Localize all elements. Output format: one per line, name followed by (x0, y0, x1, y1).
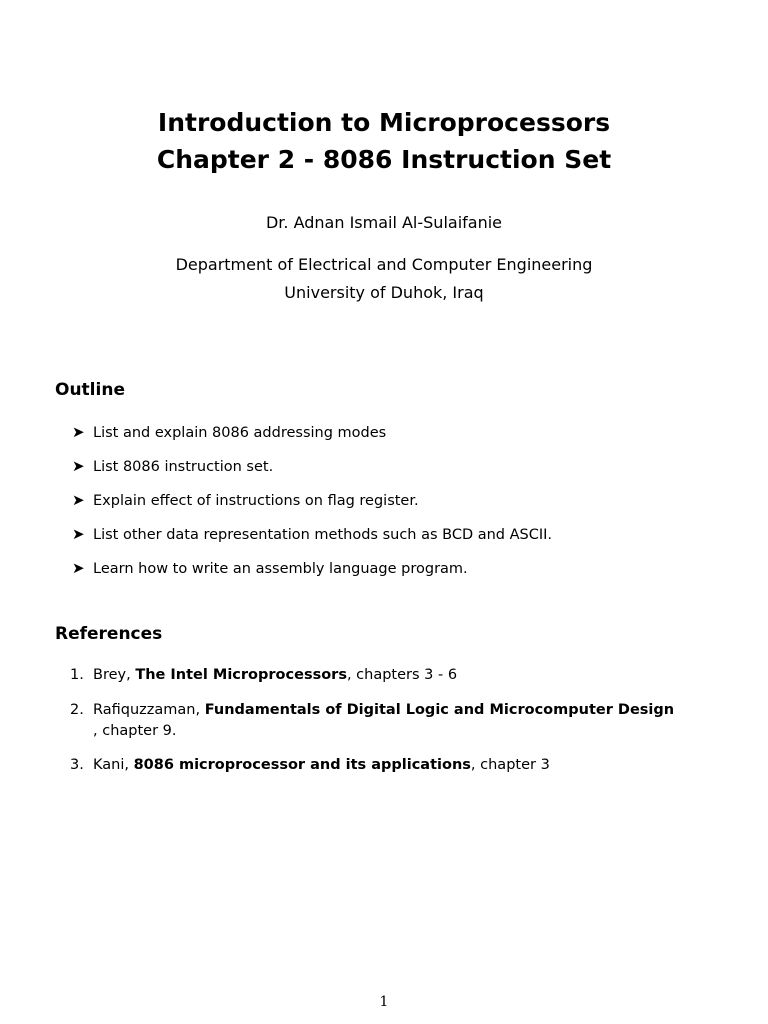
reference-item (70, 665, 674, 700)
title-line-2: Chapter 2 - 8086 Instruction Set (156, 145, 612, 174)
reference-detail: , chapter 9. (93, 723, 177, 739)
arrow-bullet-icon: ➤ (72, 423, 85, 441)
outline-item-text: List other data representation methods such as BCD and ASCII. (93, 527, 553, 543)
arrow-bullet-icon: ➤ (72, 525, 85, 543)
reference-title: 8086 microprocessor and its applications (133, 757, 471, 773)
reference-author: Kani, (93, 757, 134, 773)
reference-detail: , chapter 3 (470, 757, 550, 773)
outline-item-text: List 8086 instruction set. (93, 459, 274, 475)
reference-number: 1. (70, 667, 84, 683)
reference-detail: , chapters 3 - 6 (346, 667, 458, 683)
outline-item (72, 456, 552, 490)
outline-heading: Outline (55, 380, 125, 400)
outline-item (72, 524, 552, 558)
references-list (70, 665, 674, 776)
title-line-1: Introduction to Microprocessors (157, 108, 611, 137)
author-name: Dr. Adnan Ismail Al-Sulaifanie (265, 213, 503, 232)
reference-item (70, 755, 674, 776)
outline-item (72, 558, 552, 592)
university-name: University of Duhok, Iraq (284, 283, 484, 302)
page-number: 1 (379, 994, 389, 1010)
outline-item (72, 422, 552, 456)
reference-number: 3. (70, 757, 84, 773)
arrow-bullet-icon: ➤ (72, 457, 85, 475)
outline-item-text: List and explain 8086 addressing modes (93, 425, 387, 441)
outline-list (72, 422, 552, 592)
outline-item-text: Explain effect of instructions on flag register. (93, 493, 419, 509)
arrow-bullet-icon: ➤ (72, 559, 85, 577)
department-name: Department of Electrical and Computer Engineering (175, 255, 593, 274)
reference-title: Fundamentals of Digital Logic and Microcomputer Design (204, 702, 675, 718)
references-heading: References (55, 624, 163, 644)
reference-item (70, 700, 674, 755)
outline-item-text: Learn how to write an assembly language program. (93, 561, 468, 577)
arrow-bullet-icon: ➤ (72, 491, 85, 509)
outline-item (72, 490, 552, 524)
reference-title: The Intel Microprocessors (135, 667, 347, 683)
reference-author: Rafiquzzaman, (93, 702, 205, 718)
reference-number: 2. (70, 702, 84, 718)
reference-author: Brey, (93, 667, 136, 683)
